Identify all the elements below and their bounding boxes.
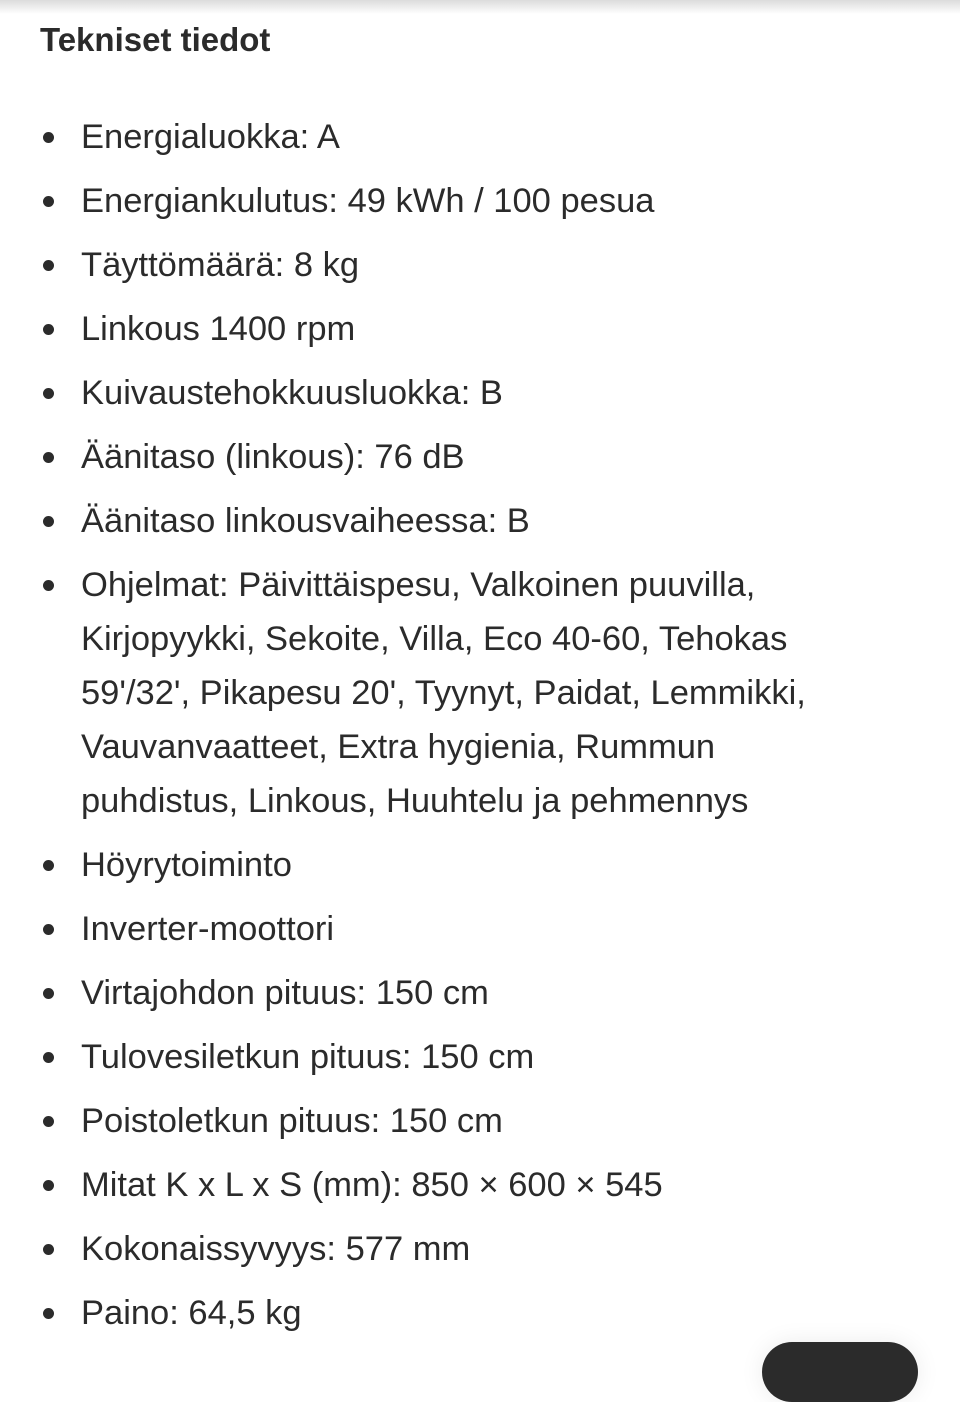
spec-item: Mitat K x L x S (mm): 850 × 600 × 545 [81,1158,881,1212]
spec-item: Kuivaustehokkuusluokka: B [81,366,881,420]
spec-item: Kokonaissyvyys: 577 mm [81,1222,881,1276]
spec-item: Energiankulutus: 49 kWh / 100 pesua [81,174,881,228]
spec-item: Linkous 1400 rpm [81,302,881,356]
floating-action-button[interactable] [762,1342,918,1402]
spec-item: Höyrytoiminto [81,838,881,892]
spec-item: Virtajohdon pituus: 150 cm [81,966,881,1020]
spec-item: Äänitaso linkousvaiheessa: B [81,494,881,548]
section-title: Tekniset tiedot [40,21,271,58]
spec-item: Poistoletkun pituus: 150 cm [81,1094,881,1148]
spec-item: Paino: 64,5 kg [81,1286,881,1340]
spec-item: Inverter-moottori [81,902,881,956]
spec-list [0,110,881,1350]
spec-item: Äänitaso (linkous): 76 dB [81,430,881,484]
header-shadow [0,0,960,14]
spec-item: Energialuokka: A [81,110,881,164]
spec-item: Tulovesiletkun pituus: 150 cm [81,1030,881,1084]
spec-item: Ohjelmat: Päivittäispesu, Valkoinen puuvilla, Kirjopyykki, Sekoite, Villa, Eco 40-60, Tehokas 59'/32', Pikapesu 20', Tyynyt, Paidat, Lemmikki, Vauvanvaatteet, Extra hygienia, Rummun puhdistus, Linkous, Huuhtelu ja pehmennys [81,558,881,828]
spec-item: Täyttömäärä: 8 kg [81,238,881,292]
